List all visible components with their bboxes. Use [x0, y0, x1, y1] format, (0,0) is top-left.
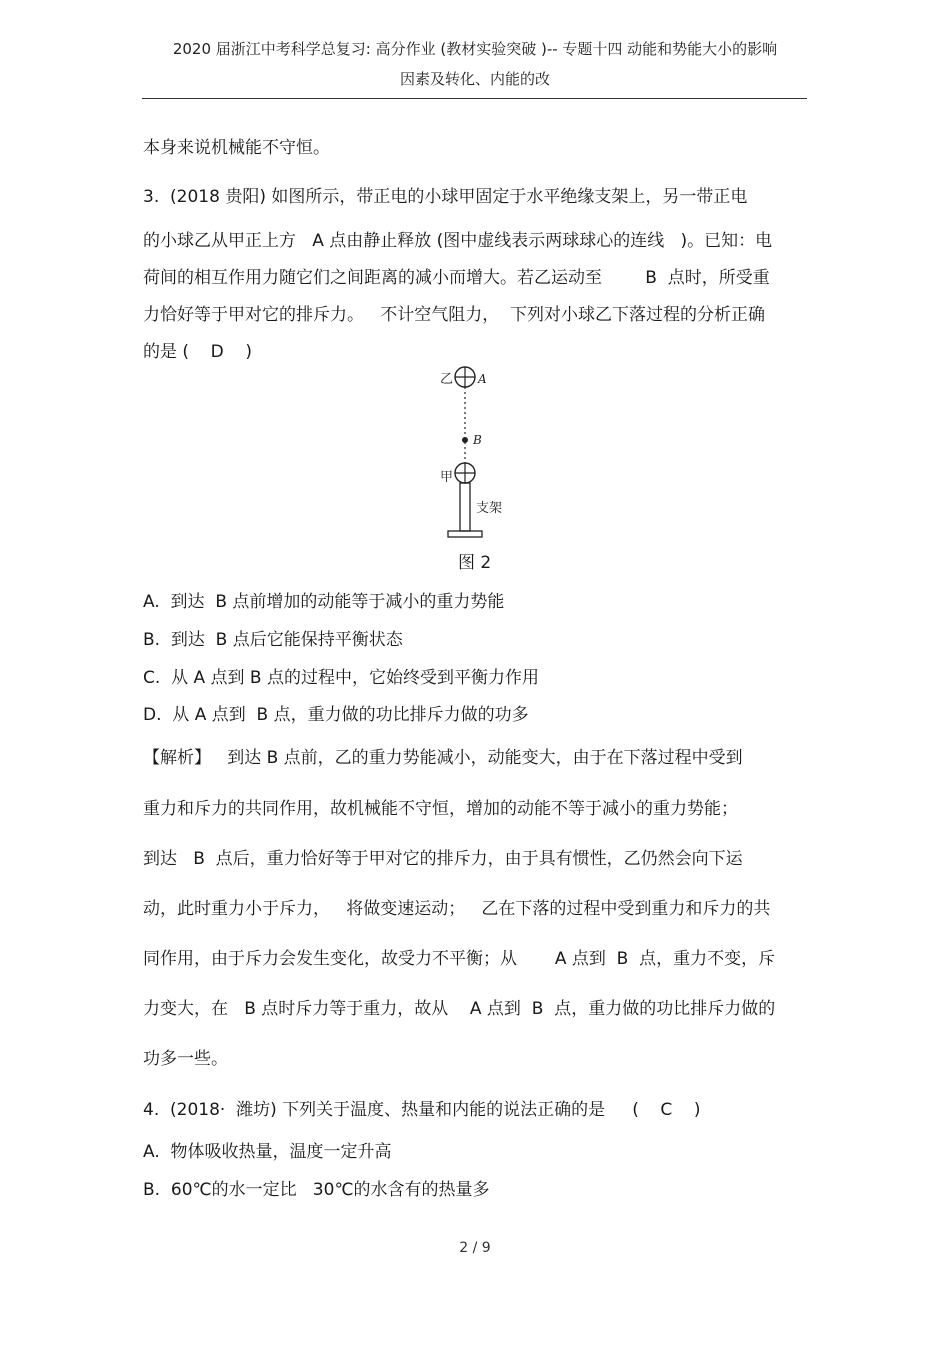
page-number: 2 / 9 — [459, 1240, 491, 1256]
ball-yi — [455, 367, 475, 387]
ball-jia — [455, 463, 475, 483]
text-line: 功多一些。 — [143, 1049, 228, 1069]
figure-label-a: A — [478, 372, 487, 386]
text-line: A. 到达 B 点前增加的动能等于减小的重力势能 — [143, 592, 505, 612]
text-line: 到达 B 点后，重力恰好等于甲对它的排斥力，由于具有惯性，乙仍然会向下运 — [143, 849, 743, 869]
figure-label-b: B — [473, 433, 482, 447]
text-line: 本身来说机械能不守恒。 — [143, 138, 330, 158]
text-line: A. 物体吸收热量，温度一定升高 — [143, 1142, 392, 1162]
text-line: 力恰好等于甲对它的排斥力。 不计空气阻力， 下列对小球乙下落过程的分析正确 — [143, 305, 766, 325]
physics-figure — [430, 362, 530, 547]
figure-label-yi: 乙 — [440, 372, 454, 387]
header-divider — [142, 98, 807, 99]
text-line: 4. (2018· 潍坊) 下列关于温度、热量和内能的说法正确的是 ( C ) — [143, 1100, 701, 1120]
text-line: B. 60℃的水一定比 30℃的水含有的热量多 — [143, 1180, 490, 1200]
text-line: 的小球乙从甲正上方 A 点由静止释放 (图中虚线表示两球球心的连线 )。已知：电 — [143, 231, 773, 251]
text-line: 力变大，在 B 点时斥力等于重力，故从 A 点到 B 点，重力做的功比排斥力做的 — [143, 999, 776, 1019]
header-title-line-1: 2020 届浙江中考科学总复习: 高分作业 (教材实验突破 )-- 专题十四 动能和势能大小的影响 — [172, 40, 778, 58]
text-line: 【解析】 到达 B 点前，乙的重力势能减小，动能变大，由于在下落过程中受到 — [143, 748, 743, 768]
page-header — [0, 34, 950, 94]
text-line: 重力和斥力的共同作用，故机械能不守恒，增加的动能不等于减小的重力势能； — [143, 799, 738, 819]
text-line: 3. (2018 贵阳) 如图所示，带正电的小球甲固定于水平绝缘支架上，另一带正电 — [143, 187, 748, 207]
text-line: 动，此时重力小于斥力， 将做变速运动； 乙在下落的过程中受到重力和斥力的共 — [143, 899, 771, 919]
figure-caption: 图 2 — [458, 553, 492, 573]
text-line: B. 到达 B 点后它能保持平衡状态 — [143, 630, 403, 650]
header-title-line-2: 因素及转化、内能的改 — [399, 70, 550, 88]
text-line: 同作用，由于斥力会发生变化，故受力不平衡；从 A 点到 B 点，重力不变，斥 — [143, 949, 776, 969]
text-line: C. 从 A 点到 B 点的过程中，它始终受到平衡力作用 — [143, 668, 539, 688]
text-line: 的是 ( D ) — [143, 342, 252, 362]
text-line: D. 从 A 点到 B 点，重力做的功比排斥力做的功多 — [143, 705, 529, 725]
figure-label-stand: 支架 — [476, 501, 503, 516]
text-line: 荷间的相互作用力随它们之间距离的减小而增大。若乙运动至 B 点时，所受重 — [143, 268, 770, 288]
figure-label-jia: 甲 — [440, 470, 454, 485]
point-b-dot — [462, 437, 468, 443]
